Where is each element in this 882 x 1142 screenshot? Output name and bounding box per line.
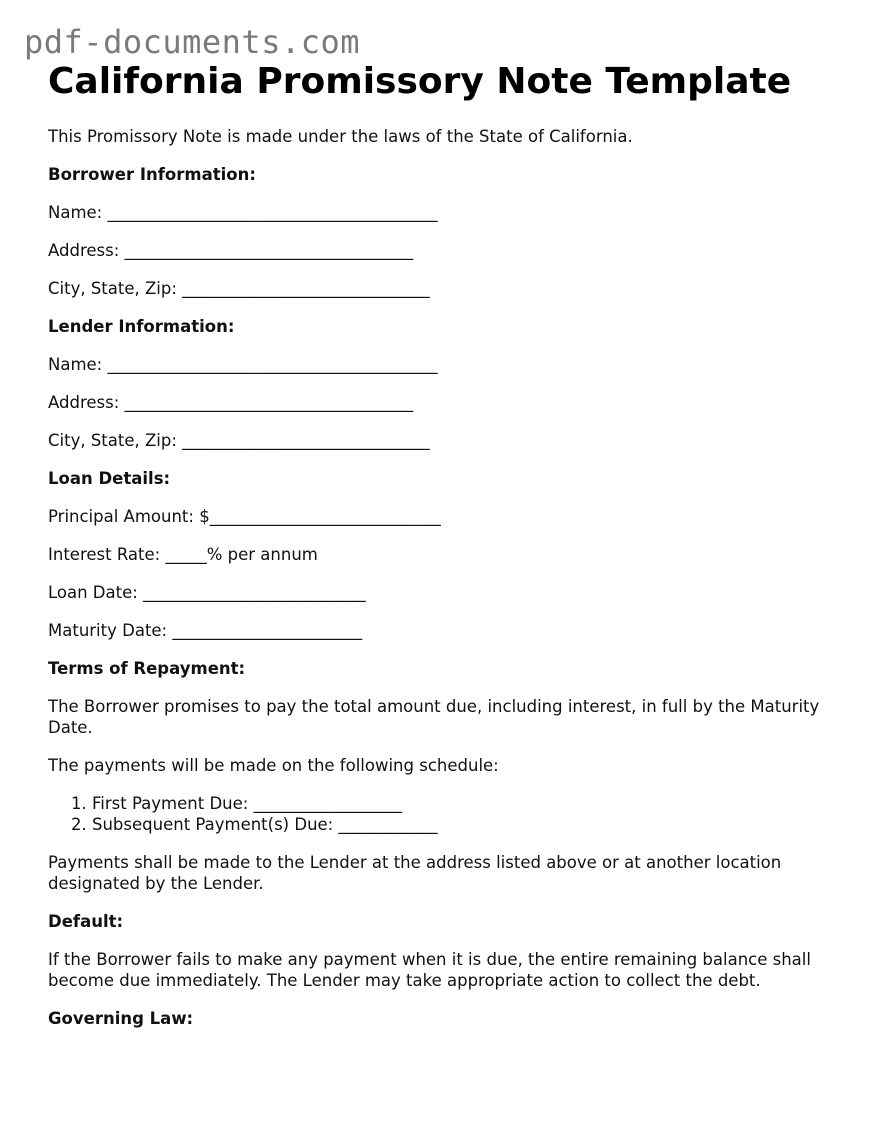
repayment-promise-paragraph: The Borrower promises to pay the total amount due, including interest, in full by the Maturity Date. (48, 697, 820, 737)
payment-schedule-list (48, 793, 838, 835)
list-item: 2. Subsequent Payment(s) Due: ____________ (92, 814, 838, 835)
schedule-intro-paragraph: The payments will be made on the following schedule: (48, 756, 499, 775)
lender-heading: Lender Information: (48, 317, 235, 336)
default-heading: Default: (48, 912, 124, 931)
interest-rate-field: Interest Rate: _____% per annum (48, 545, 318, 564)
borrower-city-state-zip-field: City, State, Zip: ______________________________ (48, 279, 430, 298)
loan-date-field: Loan Date: ___________________________ (48, 583, 366, 602)
list-item: 1. First Payment Due: __________________ (92, 793, 838, 814)
lender-city-state-zip-field: City, State, Zip: ______________________________ (48, 431, 430, 450)
principal-amount-field: Principal Amount: $____________________________ (48, 507, 441, 526)
repayment-heading: Terms of Repayment: (48, 659, 246, 678)
loan-details-heading: Loan Details: (48, 469, 171, 488)
lender-address-field: Address: ___________________________________ (48, 393, 414, 412)
watermark-text: pdf-documents.com (24, 23, 361, 61)
payments-location-paragraph: Payments shall be made to the Lender at the address listed above or at another location designated by the Lender. (48, 853, 782, 893)
document-body (48, 126, 838, 1046)
intro-paragraph: This Promissory Note is made under the laws of the State of California. (48, 127, 633, 146)
borrower-heading: Borrower Information: (48, 165, 256, 184)
lender-name-field: Name: ________________________________________ (48, 355, 438, 374)
maturity-date-field: Maturity Date: _______________________ (48, 621, 363, 640)
default-paragraph: If the Borrower fails to make any payment when it is due, the entire remaining balance shall become due immediately. The Lender may take appropriate action to collect the debt. (48, 950, 811, 990)
page-title: California Promissory Note Template (48, 61, 792, 102)
borrower-address-field: Address: ___________________________________ (48, 241, 414, 260)
governing-law-heading: Governing Law: (48, 1009, 194, 1028)
borrower-name-field: Name: ________________________________________ (48, 203, 438, 222)
